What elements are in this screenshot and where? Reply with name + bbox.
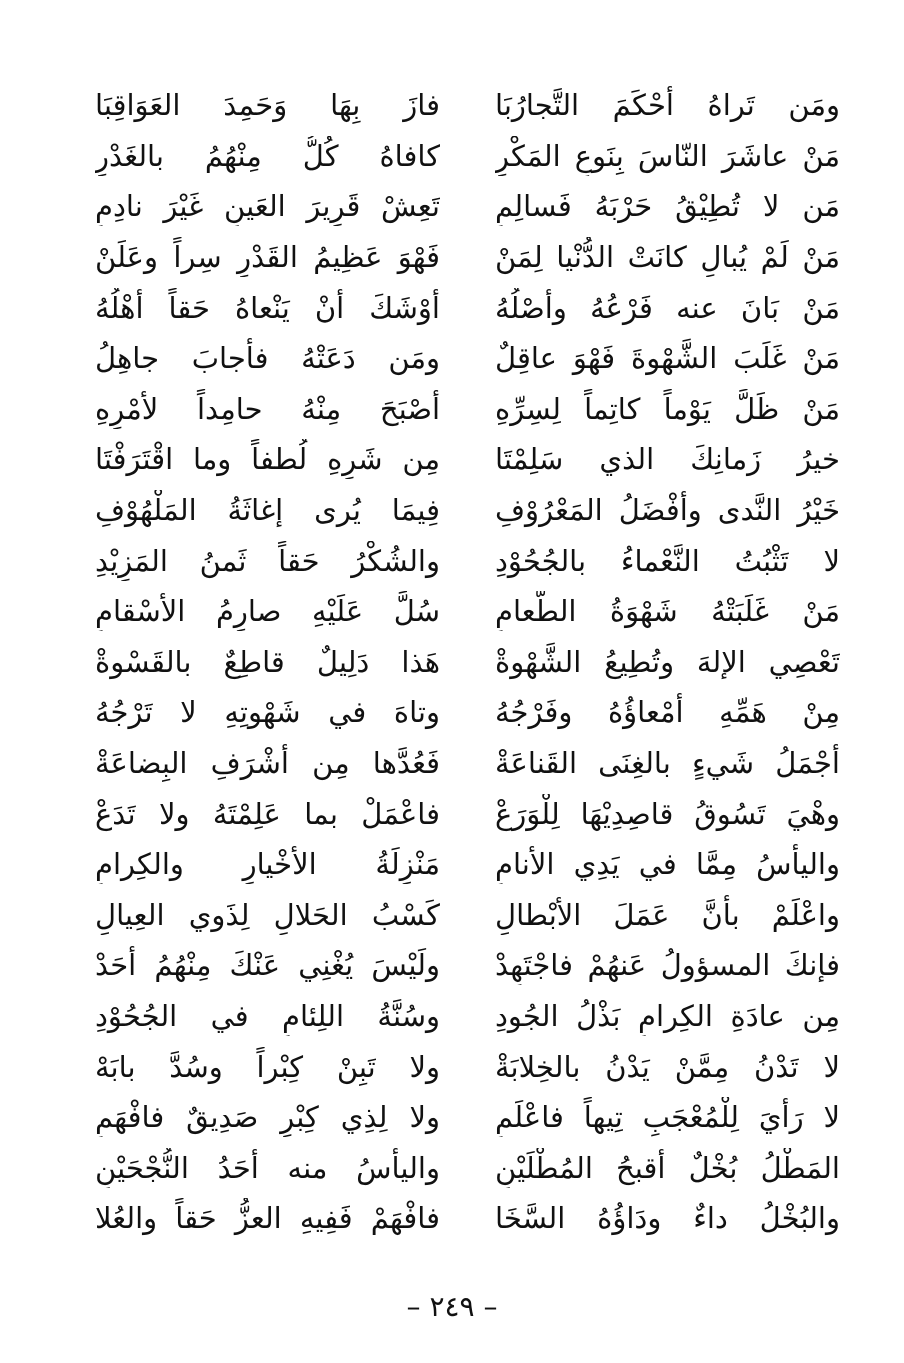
verse-second-hemistich: هَذا دَلِيلٌ قاطِعٌ بالقَسْوةْ: [95, 644, 440, 679]
verse-second-hemistich: فَهْوَ عَظِيمُ القَدْرِ سِراً وعَلَنْ: [95, 240, 440, 275]
verse: [95, 434, 840, 485]
verse: [95, 333, 840, 384]
verse-first-hemistich: فإنكَ المسؤولُ عَنهُمْ فاجْتَهِدْ: [495, 948, 840, 983]
verse-first-hemistich: مَنْ عاشَرَ النّاسَ بِنَوعِ المَكْرِ: [495, 138, 840, 173]
verse: [95, 839, 840, 890]
verse: [95, 1193, 840, 1244]
verse: [95, 637, 840, 688]
verse-first-hemistich: مِنْ هَمِّهِ أمْعاؤُهُ وفَرْجُهُ: [495, 695, 840, 730]
verse: [95, 788, 840, 839]
verse-second-hemistich: مِن شَرِهِ لُطفاً وما اقْتَرَفْتَا: [95, 442, 440, 477]
verse-first-hemistich: مَنْ غَلَبَتْهُ شَهْوَةُ الطَّعامِ: [495, 594, 840, 629]
verse-first-hemistich: خَيْرُ النَّدى وأفْضَلُ المَعْرُوْفِ: [495, 493, 840, 528]
verse-second-hemistich: كافاهُ كُلُّ مِنْهُمُ بالغَدْرِ: [95, 138, 440, 173]
verse-second-hemistich: والشُكْرُ حَقاً ثَمنُ المَزِيْدِ: [95, 543, 440, 578]
verse-first-hemistich: لا رَأْيَ لِلْمُعْجَبِ تِيهاً فاعْلَمِ: [495, 1100, 840, 1135]
verse: [95, 738, 840, 789]
verse-second-hemistich: كَسْبُ الحَلالِ لِذَوي العِيالِ: [95, 897, 440, 932]
verse-first-hemistich: وهْيَ تَسُوقُ قاصِدِيْهَا لِلْوَرَعْ: [495, 796, 840, 831]
verse-first-hemistich: تَعْصِي الإلهَ وتُطِيعُ الشَّهْوةْ: [495, 644, 840, 679]
verse-first-hemistich: واليأسُ مِمَّا في يَدِي الأنامِ: [495, 847, 840, 882]
verse-second-hemistich: فافْهَمْ فَفِيهِ العزُّ حَقاً والعُلا: [95, 1201, 440, 1236]
verse-second-hemistich: ومَن دَعَتْهُ فأجابَ جاهِلُ: [95, 341, 440, 376]
verse-second-hemistich: فِيمَا يُرى إغاثَةُ المَلْهُوْفِ: [95, 493, 440, 528]
verse-first-hemistich: أجْمَلُ شَيءٍ بالغِنَى القَناعَةْ: [495, 746, 840, 781]
verse-first-hemistich: مَنْ ظَلَّ يَوْماً كاتِماً لِسِرِّهِ: [495, 391, 840, 426]
verse: [95, 1041, 840, 1092]
verse: [95, 890, 840, 941]
verse-first-hemistich: مِن عادَةِ الكِرامِ بَذْلُ الجُودِ: [495, 998, 840, 1033]
verse: [95, 991, 840, 1042]
verse-first-hemistich: ومَن تَراهُ أحْكَمَ التَّجارُبَا: [495, 88, 840, 123]
verse-second-hemistich: أوْشَكَ أنْ يَنْعاهُ حَقاً أهْلُهُ: [95, 290, 440, 325]
verse-first-hemistich: مَنْ غَلَبَ الشَّهْوةَ فَهْوَ عاقِلٌ: [495, 341, 840, 376]
verse-first-hemistich: لا تَثْبُتُ النَّعْماءُ بالجُحُوْدِ: [495, 543, 840, 578]
verse-first-hemistich: مَن لا تُطِيْقُ حَرْبَهُ فَسالِمِ: [495, 189, 840, 224]
verse-second-hemistich: تَعِشْ قَرِيرَ العَينِ غَيْرَ نادِمِ: [95, 189, 440, 224]
verse-second-hemistich: ولا لِذِي كِبْرٍ صَدِيقٌ فافْهَمِ: [95, 1100, 440, 1135]
verse: [95, 940, 840, 991]
verse-first-hemistich: مَنْ لَمْ يُبالِ كانَتْ الدُّنْيا لِمَنْ: [495, 240, 840, 275]
verse-second-hemistich: فَعُدَّها مِن أشْرَفِ البِضاعَةْ: [95, 746, 440, 781]
verse-first-hemistich: واعْلَمْ بأنَّ عَمَلَ الأبْطالِ: [495, 897, 840, 932]
poem: [95, 80, 840, 1244]
verse: [95, 485, 840, 536]
verse: [95, 384, 840, 435]
verse-first-hemistich: خيرُ زَمانِكَ الذي سَلِمْتَا: [495, 442, 840, 477]
verse-second-hemistich: ولَيْسَ يُغْنِي عَنْكَ مِنْهُمُ أحَدْ: [95, 948, 440, 983]
verse: [95, 1092, 840, 1143]
verse: [95, 232, 840, 283]
verse: [95, 687, 840, 738]
verse-second-hemistich: سُلَّ عَلَيْهِ صارِمُ الأسْقامِ: [95, 594, 440, 629]
verse: [95, 80, 840, 131]
verse-first-hemistich: والبُخْلُ داءٌ ودَاؤُهُ السَّخَا: [495, 1201, 840, 1236]
verse: [95, 1142, 840, 1193]
verse: [95, 282, 840, 333]
verse-first-hemistich: مَنْ بَانَ عنه فَرْعُهُ وأصْلُهُ: [495, 290, 840, 325]
verse-second-hemistich: أصْبَحَ مِنْهُ حامِداً لأمْرِهِ: [95, 391, 440, 426]
verse-second-hemistich: ولا تَبِنْ كِبْراً وسُدَّ بابَهْ: [95, 1049, 440, 1084]
verse: [95, 535, 840, 586]
verse-second-hemistich: وتاهَ في شَهْوتِهِ لا تَرْجُهُ: [95, 695, 440, 730]
verse: [95, 586, 840, 637]
verse-second-hemistich: وسُنَّةُ اللِئامِ في الجُحُوْدِ: [95, 998, 440, 1033]
verse-first-hemistich: المَطْلُ بُخْلٌ أقبحُ المُطْلَيْنِ: [495, 1150, 840, 1185]
page-number: – ٢٤٩ –: [406, 1290, 498, 1323]
verse-second-hemistich: واليأسُ منه أحَدُ النُّجْحَيْنِ: [95, 1150, 440, 1185]
verse-second-hemistich: فازَ بِهَا وَحَمِدَ العَوَاقِبَا: [95, 88, 440, 123]
verse: [95, 181, 840, 232]
verse-first-hemistich: لا تَدْنُ مِمَّنْ يَدْنُ بالخِلابَةْ: [495, 1049, 840, 1084]
verse-second-hemistich: فاعْمَلْ بما عَلِمْتَهُ ولا تَدَعْ: [95, 796, 440, 831]
verse-second-hemistich: مَنْزِلَةُ الأخْيارِ والكِرامِ: [95, 847, 440, 882]
verse: [95, 131, 840, 182]
